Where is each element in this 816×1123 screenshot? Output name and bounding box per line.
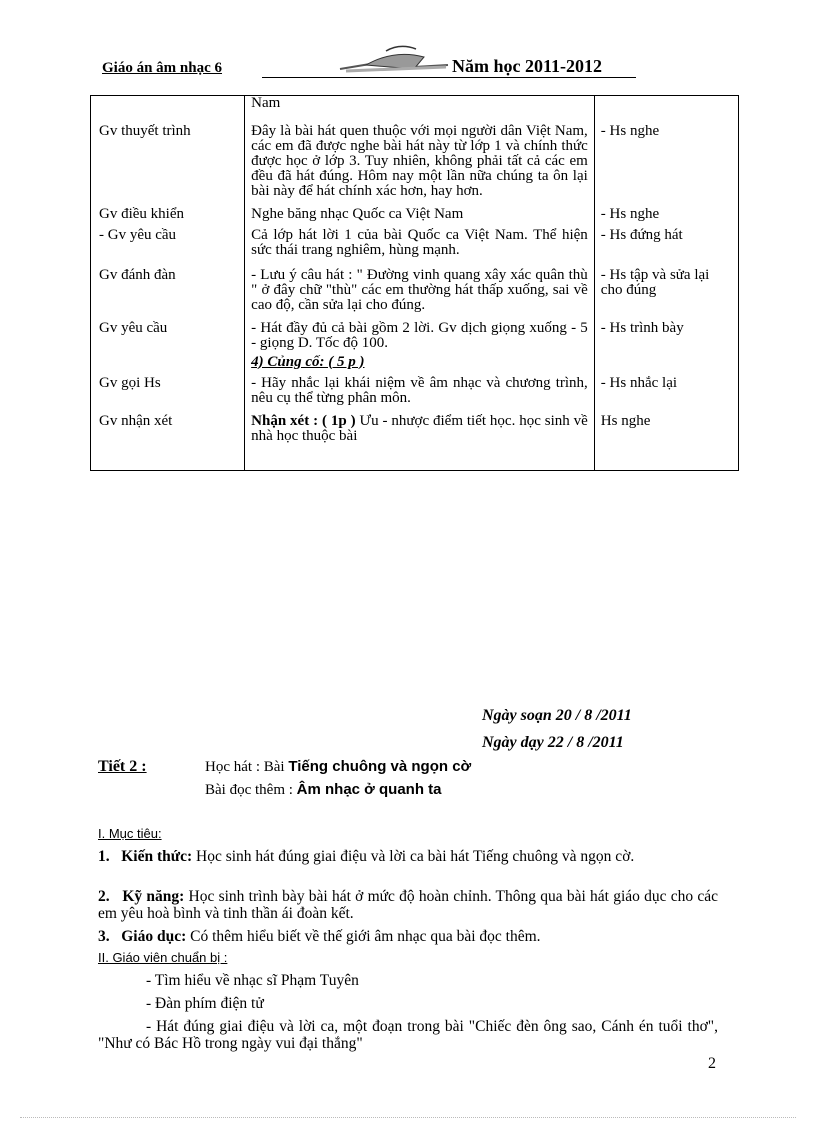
section-preparation-heading: II. Giáo viên chuẩn bị : [98, 950, 228, 965]
cung-co-heading: 4) Củng cố: ( 5 p ) [251, 353, 365, 370]
table-row [91, 96, 739, 116]
objective-num: 3. [98, 928, 110, 945]
teacher-cell: Gv gọi Hs [91, 376, 245, 414]
header-left-title: Giáo án âm nhạc 6 [102, 60, 223, 76]
date-day: Ngày dạy 22 / 8 /2011 [482, 734, 624, 751]
table-row [91, 116, 739, 207]
content-cell: Cả lớp hát lời 1 của bài Quốc ca Việt Nam. Thể hiện sức thái trang nghiêm, hùng mạnh. [245, 228, 595, 268]
lesson-song-line [205, 758, 471, 776]
content-cell: Nghe băng nhạc Quốc ca Việt Nam [245, 207, 595, 228]
prep-item: - Tìm hiểu về nhạc sĩ Phạm Tuyên [146, 972, 359, 989]
page-bottom-divider [20, 1117, 796, 1118]
teacher-cell: Gv đánh đàn [91, 268, 245, 321]
objective-label: Giáo dục: [121, 928, 187, 945]
content-text: - Hát đầy đủ cả bài gồm 2 lời. Gv dịch giọng xuống - 5 - giọng D. Tốc độ 100. [251, 319, 588, 351]
lesson-title: Tiết 2 : [98, 758, 147, 775]
student-cell [594, 96, 738, 116]
student-cell: - Hs nghe [594, 207, 738, 228]
teacher-cell: Gv yêu cầu [91, 321, 245, 376]
student-cell: Hs nghe [594, 414, 738, 471]
table-row [91, 207, 739, 228]
song-title: Tiếng chuông và ngọn cờ [288, 758, 472, 775]
objective-num: 2. [98, 888, 110, 905]
objective-num: 1. [98, 848, 110, 865]
content-cell: - Lưu ý câu hát : " Đường vinh quang xây xác quân thù " ở đây chữ "thù" các em thường hát thấp xuống, sai về cao độ, cần sửa lại cho đúng. [245, 268, 595, 321]
table-row [91, 321, 739, 376]
objective-text: Học sinh hát đúng giai điệu và lời ca bài hát Tiếng chuông và ngọn cờ. [192, 848, 635, 865]
student-cell: - Hs nhắc lại [594, 376, 738, 414]
table-row [91, 268, 739, 321]
nhan-xet-text: Ưu - nhược điểm tiết học. học sinh về nhà học thuộc bài [251, 412, 588, 444]
page-number: 2 [708, 1055, 716, 1072]
objective-text: Có thêm hiểu biết về thế giới âm nhạc qua bài đọc thêm. [186, 928, 541, 945]
nhan-xet-label: Nhận xét : ( 1p ) [251, 412, 356, 429]
lesson-table [90, 95, 739, 471]
objective-1 [98, 848, 718, 865]
teacher-cell: - Gv yêu cầu [91, 228, 245, 268]
content-cell [245, 321, 595, 376]
objective-text: Học sinh trình bày bài hát ở mức độ hoàn chỉnh. Thông qua bài hát giáo dục cho các em yêu hoà bình và tinh thần ái đoàn kết. [98, 888, 719, 922]
student-cell: - Hs trình bày [594, 321, 738, 376]
objective-label: Kiến thức: [121, 848, 193, 865]
table-row [91, 414, 739, 471]
date-soan: Ngày soạn 20 / 8 /2011 [482, 707, 632, 724]
teacher-cell: Gv điều khiển [91, 207, 245, 228]
content-cell: - Hãy nhắc lại khái niệm về âm nhạc và chương trình, nêu cụ thể từng phân môn. [245, 376, 595, 414]
song-prefix: Học hát : Bài [205, 759, 289, 775]
prep-item: - Đàn phím điện tử [146, 995, 264, 1012]
content-cell: Đây là bài hát quen thuộc với mọi người dân Việt Nam, các em đã được nghe bài hát này từ lớp 1 và chính thức được học ở lớp 3. Tuy nhiên, không phải tất cả các em đều đã hát đúng. Hôm nay một lần nữa chúng ta ôn lại bài này để hát chính xác hơn, hay hơn. [245, 116, 595, 207]
objective-2 [98, 888, 718, 922]
header-rule [262, 77, 636, 78]
teacher-cell [91, 96, 245, 116]
student-cell: - Hs đứng hát [594, 228, 738, 268]
objective-3 [98, 928, 718, 945]
table-row [91, 376, 739, 414]
reading-prefix: Bài đọc thêm : [205, 782, 297, 798]
prep-item-last: - Hát đúng giai điệu và lời ca, một đoạn trong bài "Chiếc đèn ông sao, Cánh én tuổi thơ", "Như có Bác Hồ trong ngày vui đại thắng" [98, 1018, 718, 1052]
teacher-cell: Gv nhận xét [91, 414, 245, 471]
reading-title: Âm nhạc ở quanh ta [296, 781, 442, 798]
teacher-cell: Gv thuyết trình [91, 116, 245, 207]
section-objectives-heading: I. Mục tiêu: [98, 826, 162, 841]
student-cell: - Hs nghe [594, 116, 738, 207]
table-row [91, 228, 739, 268]
content-cell: Nam [245, 96, 595, 116]
lesson-reading-line [205, 781, 442, 799]
book-quill-icon [336, 43, 454, 77]
header-right-year: Năm học 2011-2012 [452, 56, 602, 76]
objective-label: Kỹ năng: [122, 888, 185, 905]
student-cell: - Hs tập và sửa lại cho đúng [594, 268, 738, 321]
content-cell [245, 414, 595, 471]
